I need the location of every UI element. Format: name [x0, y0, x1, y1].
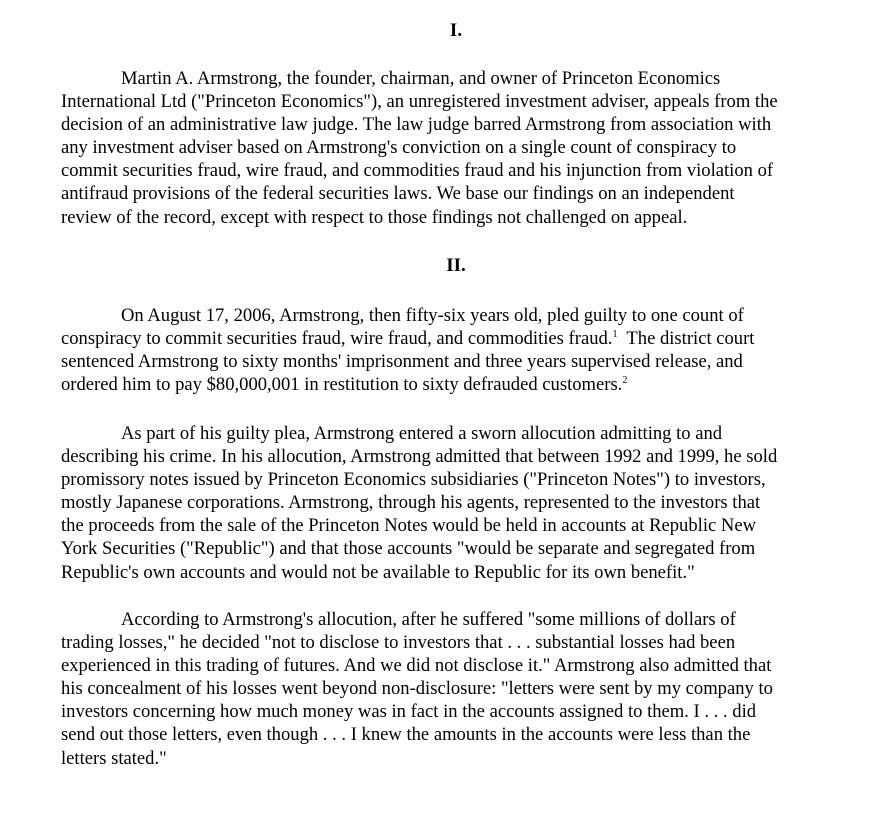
paragraph-line: decision of an administrative law judge. The law judge barred Armstrong from association with	[61, 114, 772, 136]
paragraph-introduction	[61, 67, 778, 229]
paragraph-line	[61, 373, 754, 396]
paragraph-line: experienced in this trading of futures. And we did not disclose it." Armstrong also admitted that	[61, 655, 772, 677]
paragraph-line: the proceeds from the sale of the Princeton Notes would be held in accounts at Republic New	[61, 515, 756, 537]
paragraph-line: As part of his guilty plea, Armstrong entered a sworn allocution admitting to and	[121, 423, 723, 444]
paragraph-line: York Securities ("Republic") and that those accounts "would be separate and segregated from	[61, 538, 756, 560]
paragraph-line: trading losses," he decided "not to disclose to investors that . . . substantial losses had been	[61, 632, 736, 654]
paragraph-line: mostly Japanese corporations. Armstrong, through his agents, represented to the investors that	[61, 492, 761, 514]
section-heading-i: I.	[449, 20, 463, 41]
paragraph-concealment	[61, 608, 773, 770]
paragraph-line: his concealment of his losses went beyond non-disclosure: "letters were sent by my company to	[61, 678, 773, 700]
paragraph-line: letters stated."	[61, 747, 167, 769]
paragraph-line-text: conspiracy to commit securities fraud, wire fraud, and commodities fraud.	[61, 328, 613, 350]
paragraph-line: According to Armstrong's allocution, after he suffered "some millions of dollars of	[121, 609, 736, 630]
paragraph-line: describing his crime. In his allocution, Armstrong admitted that between 1992 and 1999, he sold	[61, 446, 778, 468]
paragraph-line: On August 17, 2006, Armstrong, then fifty-six years old, pled guilty to one count of	[121, 305, 744, 326]
footnote-marker-2[interactable]: 2	[622, 375, 628, 387]
paragraph-line-text: ordered him to pay $80,000,001 in restitution to sixty defrauded customers.	[61, 374, 623, 396]
paragraph-line: Martin A. Armstrong, the founder, chairman, and owner of Princeton Economics	[121, 68, 721, 89]
paragraph-line: commit securities fraud, wire fraud, and commodities fraud and his injunction from violation of	[61, 160, 774, 182]
section-heading-ii: II.	[446, 255, 466, 276]
paragraph-line: promissory notes issued by Princeton Economics subsidiaries ("Princeton Notes") to investors,	[61, 469, 766, 491]
paragraph-line: sentenced Armstrong to sixty months' imprisonment and three years supervised release, and	[61, 351, 743, 373]
paragraph-line: investors concerning how much money was in fact in the accounts assigned to them. I . . . did	[61, 701, 757, 723]
footnote-marker-1[interactable]: 1	[612, 329, 618, 341]
paragraph-line: Republic's own accounts and would not be available to Republic for its own benefit."	[61, 561, 695, 583]
paragraph-line: review of the record, except with respect to those findings not challenged on appeal.	[61, 206, 688, 228]
paragraph-line: send out those letters, even though . . . I knew the amounts in the accounts were less than the	[61, 724, 751, 746]
paragraph-allocution	[61, 422, 777, 584]
paragraph-line: antifraud provisions of the federal securities laws. We base our findings on an independent	[61, 183, 735, 205]
paragraph-guilty-plea	[61, 304, 754, 396]
paragraph-line-text: The district court	[617, 328, 755, 350]
paragraph-line: International Ltd ("Princeton Economics"), an unregistered investment adviser, appeals from the	[61, 91, 778, 113]
paragraph-line: any investment adviser based on Armstrong's conviction on a single count of conspiracy to	[61, 137, 737, 159]
paragraph-line	[61, 327, 754, 350]
